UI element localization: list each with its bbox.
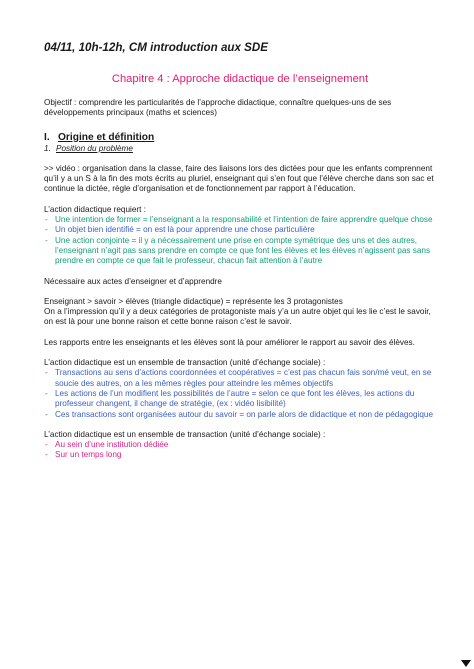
list-item: - Sur un temps long — [45, 450, 122, 460]
list-item: - Ces transactions sont organisées autour du savoir = on parle alors de didactique et non de pédagogique — [45, 409, 434, 419]
transaction-list-1 — [44, 368, 436, 419]
list-item: - Une intention de former = l’enseignant a la responsabilité et l’intention de faire apprendre quelque chose — [45, 215, 433, 225]
subsection-title: Position du problème — [56, 143, 133, 153]
list-item: - Une action conjointe = il y a nécessairement une prise en compte symétrique des uns et des autres, l’enseignant n’agit pas sans prendre en compte ce que font les élèves et les élèves n’agissent pas sans prendre en compte ce que fait le professeur, chacun fait attention à l’autre — [45, 235, 431, 266]
list-item: - Transactions au sens d’actions coordonnées et coopératives = c’est pas chacun fais son/mé veut, en se soucie des autres, on a les mêmes règles pour atteindre les mêmes objectifs — [45, 368, 432, 388]
document-page — [44, 41, 436, 461]
video-paragraph: >> vidéo : organisation dans la classe, faire des liaisons lors des dictées pour que les enfants comprennent qu’il y a un S à la fin des mots écrits au pluriel, enseignant qui s’en fout que l’élève cherche dans son sac et continue la dictée, règle d’organisation et de fonctionnement par rapport à l’éducation. — [44, 163, 434, 194]
section-heading — [44, 132, 436, 144]
subsection-heading — [44, 144, 436, 154]
transaction-intro-1: L’action didactique est un ensemble de transaction (unité d’échange sociale) : — [44, 358, 326, 368]
rapports-paragraph: Les rapports entre les enseignants et les élèves sont là pour améliorer le rapport au savoir des élèves. — [44, 337, 415, 347]
list-item: - Les actions de l’un modifient les possibilités de l’autre = selon ce que font les élèves, les actions du professeur changent, il change de stratégie, (ex : vidéo lisibilité) — [45, 388, 415, 409]
enseignant-paragraph: Enseignant > savoir > élèves (triangle didactique) = représente les 3 protagonistes — [44, 296, 343, 306]
chapter-title: Chapitre 4 : Approche didactique de l’enseignement — [111, 73, 369, 85]
subsection-number: 1. — [44, 143, 51, 153]
list-item: - Un objet bien identifié = on est là pour apprendre une chose particulière — [45, 225, 315, 235]
transaction-intro-2: L’action didactique est un ensemble de transaction (unité d’échange sociale) : — [44, 429, 326, 439]
document-title: 04/11, 10h-12h, CM introduction aux SDE — [44, 41, 268, 54]
necessaire-paragraph: Nécessaire aux actes d’enseigner et d’apprendre — [44, 276, 222, 286]
impression-paragraph: On a l’impression qu’il y a deux catégories de protagoniste mais y’a un autre objet qui les lie c’est le savoir, on est là pour une bonne raison et cette bonne raison c’est le savoir. — [44, 307, 431, 327]
section-number: I. — [44, 131, 50, 143]
list-item: - Au sein d’une institution dédiée — [45, 440, 169, 450]
section-title: Origine et définition — [58, 131, 155, 143]
requiert-intro: L’action didactique requiert : — [44, 204, 146, 214]
page-down-marker-icon[interactable] — [461, 660, 471, 667]
requiert-list — [44, 215, 436, 266]
objective-paragraph: Objectif : comprendre les particularités de l’approche didactique, connaître quelques-uns de ses développements principaux (maths et sciences) — [44, 98, 392, 118]
transaction-list-2 — [44, 440, 436, 461]
